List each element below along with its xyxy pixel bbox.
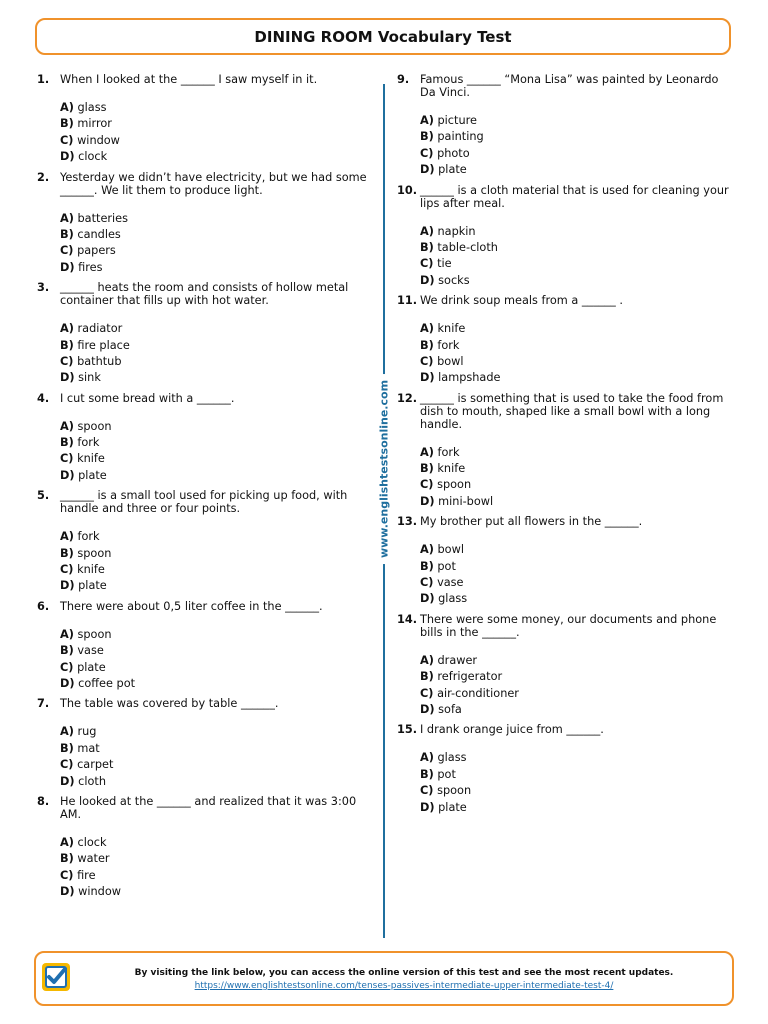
option-text: carpet	[77, 758, 114, 772]
option-letter: C)	[60, 452, 74, 466]
answer-option	[420, 224, 737, 240]
answer-option	[60, 133, 367, 149]
answer-options	[60, 724, 367, 790]
option-letter: C)	[60, 563, 74, 577]
option-letter: C)	[420, 686, 434, 700]
answer-option	[60, 435, 367, 451]
question-text: ______ is a cloth material that is used for cleaning your lips after meal.	[420, 183, 729, 210]
answer-option	[420, 477, 737, 493]
option-letter: A)	[420, 114, 434, 127]
answer-option	[60, 868, 367, 884]
question-number: 3.	[37, 281, 50, 295]
option-letter: B)	[60, 227, 74, 241]
answer-option	[420, 162, 737, 178]
answer-option	[420, 445, 737, 461]
question	[397, 184, 737, 290]
answer-option	[60, 562, 367, 578]
option-text: cloth	[78, 774, 106, 788]
question	[37, 600, 367, 693]
answer-option	[420, 767, 737, 783]
option-letter: D)	[420, 371, 435, 385]
option-letter: B)	[420, 130, 434, 144]
question-text: The table was covered by table ______.	[60, 697, 279, 711]
option-text: glass	[437, 751, 467, 765]
answer-options	[60, 321, 367, 387]
question-number: 1.	[37, 73, 50, 86]
question-text: When I looked at the ______ I saw myself in it.	[60, 73, 318, 86]
option-text: sofa	[438, 702, 462, 716]
option-text: spoon	[77, 419, 112, 433]
answer-options	[60, 100, 367, 166]
answer-option	[420, 702, 737, 718]
option-text: glass	[438, 592, 468, 606]
answer-option	[60, 835, 367, 851]
option-text: lampshade	[438, 371, 501, 385]
option-text: mat	[77, 741, 100, 755]
option-letter: A)	[60, 835, 74, 849]
answer-option	[420, 591, 737, 607]
option-text: plate	[78, 579, 107, 593]
option-text: air-conditioner	[437, 686, 519, 700]
option-text: fire	[77, 868, 96, 882]
footer-link[interactable]: https://www.englishtestsonline.com/tenses-passives-intermediate-upper-intermediate-test-4/	[194, 981, 614, 991]
question	[37, 171, 367, 277]
option-text: drawer	[437, 653, 478, 667]
question	[397, 515, 737, 608]
answer-option	[60, 354, 367, 370]
option-text: fire place	[77, 338, 130, 352]
question-number: 12.	[397, 391, 418, 405]
option-letter: C)	[420, 784, 434, 798]
option-text: pot	[437, 559, 456, 573]
answer-option	[420, 338, 737, 354]
option-text: bathtub	[77, 354, 122, 368]
answer-option	[420, 129, 737, 145]
answer-option	[60, 724, 367, 740]
option-text: plate	[78, 468, 107, 482]
question-text: He looked at the ______ and realized that it was 3:00 AM.	[60, 794, 357, 821]
option-text: radiator	[77, 322, 123, 336]
option-letter: D)	[420, 273, 435, 287]
option-letter: A)	[60, 627, 74, 641]
option-letter: C)	[60, 660, 74, 674]
answer-options	[60, 835, 367, 901]
option-letter: D)	[420, 163, 435, 177]
answer-option	[60, 774, 367, 790]
question	[37, 281, 367, 387]
footer-text	[86, 967, 722, 993]
option-text: batteries	[77, 211, 129, 225]
option-letter: B)	[60, 338, 74, 352]
answer-option	[60, 419, 367, 435]
answer-option	[60, 149, 367, 165]
option-text: papers	[77, 244, 116, 258]
answer-option	[420, 256, 737, 272]
option-text: knife	[77, 563, 105, 577]
option-text: refrigerator	[437, 670, 503, 684]
answer-options	[60, 627, 367, 693]
option-letter: B)	[60, 546, 74, 560]
question	[397, 723, 737, 816]
option-letter: A)	[420, 751, 434, 765]
option-text: fork	[77, 530, 100, 544]
option-text: sink	[78, 371, 101, 385]
question-number: 8.	[37, 794, 50, 808]
question	[37, 73, 367, 166]
option-text: painting	[437, 130, 484, 144]
option-letter: D)	[420, 702, 435, 716]
option-text: clock	[77, 835, 107, 849]
answer-options	[420, 653, 737, 719]
questions-left-column	[37, 73, 367, 906]
answer-option	[60, 468, 367, 484]
site-label: www.englishtestsonline.com	[378, 374, 391, 564]
checkbox-check-icon	[40, 961, 72, 993]
answer-options	[420, 224, 737, 290]
question-number: 13.	[397, 515, 418, 529]
option-text: pot	[437, 767, 456, 781]
answer-option	[60, 578, 367, 594]
option-letter: C)	[60, 868, 74, 882]
question-number: 6.	[37, 599, 50, 613]
option-letter: D)	[60, 468, 75, 482]
questions-right-column	[397, 73, 737, 821]
answer-option	[420, 686, 737, 702]
question-number: 14.	[397, 612, 418, 626]
option-text: fork	[437, 338, 460, 352]
title-box	[35, 18, 731, 55]
answer-options	[420, 542, 737, 608]
question-text: Yesterday we didn’t have electricity, but we had some ______. We lit them to produce light.	[60, 170, 367, 197]
question-text: My brother put all flowers in the ______.	[420, 515, 643, 529]
answer-option	[60, 757, 367, 773]
option-text: plate	[77, 660, 106, 674]
answer-option	[60, 370, 367, 386]
question	[397, 613, 737, 719]
option-letter: B)	[420, 240, 434, 254]
option-letter: A)	[60, 419, 74, 433]
option-text: photo	[437, 146, 470, 160]
option-text: knife	[437, 322, 466, 336]
option-letter: D)	[420, 592, 435, 606]
footer-notice: By visiting the link below, you can access the online version of this test and see the most recent updates.	[134, 968, 674, 978]
option-letter: A)	[60, 530, 74, 544]
option-letter: B)	[420, 338, 434, 352]
option-letter: C)	[60, 758, 74, 772]
option-letter: C)	[420, 146, 434, 160]
answer-options	[60, 419, 367, 485]
question-text: I drank orange juice from ______.	[420, 723, 604, 737]
question-text: Famous ______ “Mona Lisa” was painted by Leonardo Da Vinci.	[420, 73, 719, 99]
option-letter: D)	[420, 494, 435, 508]
question-text: ______ is something that is used to take the food from dish to mouth, shaped like a small bowl with a long handle.	[420, 391, 724, 431]
answer-option	[420, 321, 737, 337]
answer-options	[420, 445, 737, 511]
question-text: ______ is a small tool used for picking up food, with handle and three or four points.	[60, 489, 348, 516]
answer-option	[420, 113, 737, 129]
question-number: 15.	[397, 723, 418, 737]
answer-option	[60, 451, 367, 467]
answer-option	[60, 546, 367, 562]
option-letter: C)	[420, 354, 434, 368]
question-number: 10.	[397, 183, 418, 197]
option-text: clock	[78, 150, 108, 164]
option-text: spoon	[77, 546, 112, 560]
option-letter: C)	[60, 354, 74, 368]
option-letter: B)	[420, 462, 434, 476]
option-letter: C)	[420, 576, 434, 590]
option-text: knife	[77, 452, 105, 466]
option-text: plate	[438, 800, 467, 814]
answer-option	[60, 260, 367, 276]
answer-option	[60, 321, 367, 337]
option-letter: D)	[60, 579, 75, 593]
answer-option	[420, 750, 737, 766]
answer-option	[60, 851, 367, 867]
answer-option	[60, 211, 367, 227]
answer-option	[420, 370, 737, 386]
option-letter: B)	[60, 741, 74, 755]
option-letter: A)	[60, 211, 74, 225]
option-letter: B)	[420, 670, 434, 684]
option-letter: A)	[420, 653, 434, 667]
option-text: fires	[78, 260, 103, 274]
question-number: 2.	[37, 170, 50, 184]
answer-option	[60, 660, 367, 676]
question	[37, 795, 367, 901]
question-text: ______ heats the room and consists of hollow metal container that fills up with hot water.	[60, 281, 349, 308]
option-letter: B)	[60, 852, 74, 866]
option-letter: B)	[60, 644, 74, 658]
question	[37, 489, 367, 595]
option-text: plate	[438, 163, 467, 177]
option-letter: A)	[60, 322, 74, 336]
option-text: rug	[77, 725, 97, 739]
option-text: bowl	[437, 543, 464, 557]
option-letter: A)	[420, 224, 434, 238]
answer-option	[60, 741, 367, 757]
option-text: window	[77, 133, 120, 147]
option-text: vase	[77, 644, 104, 658]
option-letter: A)	[60, 725, 74, 739]
option-letter: B)	[420, 767, 434, 781]
answer-option	[60, 243, 367, 259]
page-title: DINING ROOM Vocabulary Test	[254, 27, 512, 46]
question-number: 5.	[37, 489, 50, 503]
option-text: spoon	[437, 784, 472, 798]
question	[397, 294, 737, 387]
question	[397, 73, 737, 179]
answer-option	[420, 494, 737, 510]
option-letter: A)	[420, 445, 434, 459]
question-number: 4.	[37, 391, 50, 405]
answer-option	[420, 575, 737, 591]
footer-box	[34, 951, 734, 1006]
answer-option	[420, 653, 737, 669]
answer-option	[60, 338, 367, 354]
option-letter: D)	[60, 150, 75, 164]
option-text: tie	[437, 257, 452, 271]
answer-options	[420, 750, 737, 816]
option-text: fork	[437, 445, 460, 459]
option-letter: C)	[420, 257, 434, 271]
option-letter: D)	[60, 371, 75, 385]
option-text: socks	[438, 273, 470, 287]
option-text: glass	[77, 101, 107, 114]
answer-option	[420, 669, 737, 685]
answer-option	[60, 529, 367, 545]
option-letter: D)	[60, 885, 75, 899]
question-text: There were about 0,5 liter coffee in the ______.	[60, 599, 323, 613]
option-letter: D)	[420, 800, 435, 814]
option-text: vase	[437, 576, 464, 590]
question-text: I cut some bread with a ______.	[60, 391, 235, 405]
option-letter: B)	[60, 117, 74, 131]
answer-option	[60, 643, 367, 659]
answer-option	[420, 273, 737, 289]
answer-options	[60, 211, 367, 277]
answer-option	[420, 542, 737, 558]
option-letter: B)	[60, 436, 74, 450]
option-text: fork	[77, 436, 100, 450]
answer-option	[60, 116, 367, 132]
question-number: 11.	[397, 294, 418, 308]
option-text: candles	[77, 227, 121, 241]
option-text: water	[77, 852, 110, 866]
answer-option	[420, 240, 737, 256]
option-text: spoon	[437, 478, 472, 492]
option-text: table-cloth	[437, 240, 498, 254]
answer-option	[420, 783, 737, 799]
answer-option	[60, 227, 367, 243]
answer-option	[60, 884, 367, 900]
question-number: 9.	[397, 73, 410, 86]
option-letter: C)	[420, 478, 434, 492]
answer-options	[420, 113, 737, 179]
option-text: knife	[437, 462, 466, 476]
option-letter: A)	[60, 101, 74, 114]
question-text: There were some money, our documents and phone bills in the ______.	[420, 612, 717, 639]
option-text: mirror	[77, 117, 112, 131]
answer-options	[60, 529, 367, 595]
option-text: spoon	[77, 627, 112, 641]
answer-options	[420, 321, 737, 387]
option-letter: D)	[60, 676, 75, 690]
answer-option	[420, 559, 737, 575]
option-text: window	[78, 885, 122, 899]
question-number: 7.	[37, 697, 50, 711]
answer-option	[60, 100, 367, 116]
option-text: bowl	[437, 354, 464, 368]
option-letter: B)	[420, 559, 434, 573]
option-letter: D)	[60, 260, 75, 274]
option-text: picture	[437, 114, 477, 127]
question	[37, 697, 367, 790]
answer-option	[420, 461, 737, 477]
answer-option	[420, 146, 737, 162]
question	[397, 392, 737, 511]
option-text: napkin	[437, 224, 476, 238]
option-letter: C)	[60, 133, 74, 147]
question-text: We drink soup meals from a ______ .	[420, 294, 623, 308]
option-text: mini-bowl	[438, 494, 494, 508]
option-letter: D)	[60, 774, 75, 788]
option-letter: A)	[420, 322, 434, 336]
option-text: coffee pot	[78, 676, 136, 690]
question	[37, 392, 367, 485]
answer-option	[60, 676, 367, 692]
option-letter: C)	[60, 244, 74, 258]
answer-option	[420, 800, 737, 816]
option-letter: A)	[420, 543, 434, 557]
answer-option	[60, 627, 367, 643]
answer-option	[420, 354, 737, 370]
